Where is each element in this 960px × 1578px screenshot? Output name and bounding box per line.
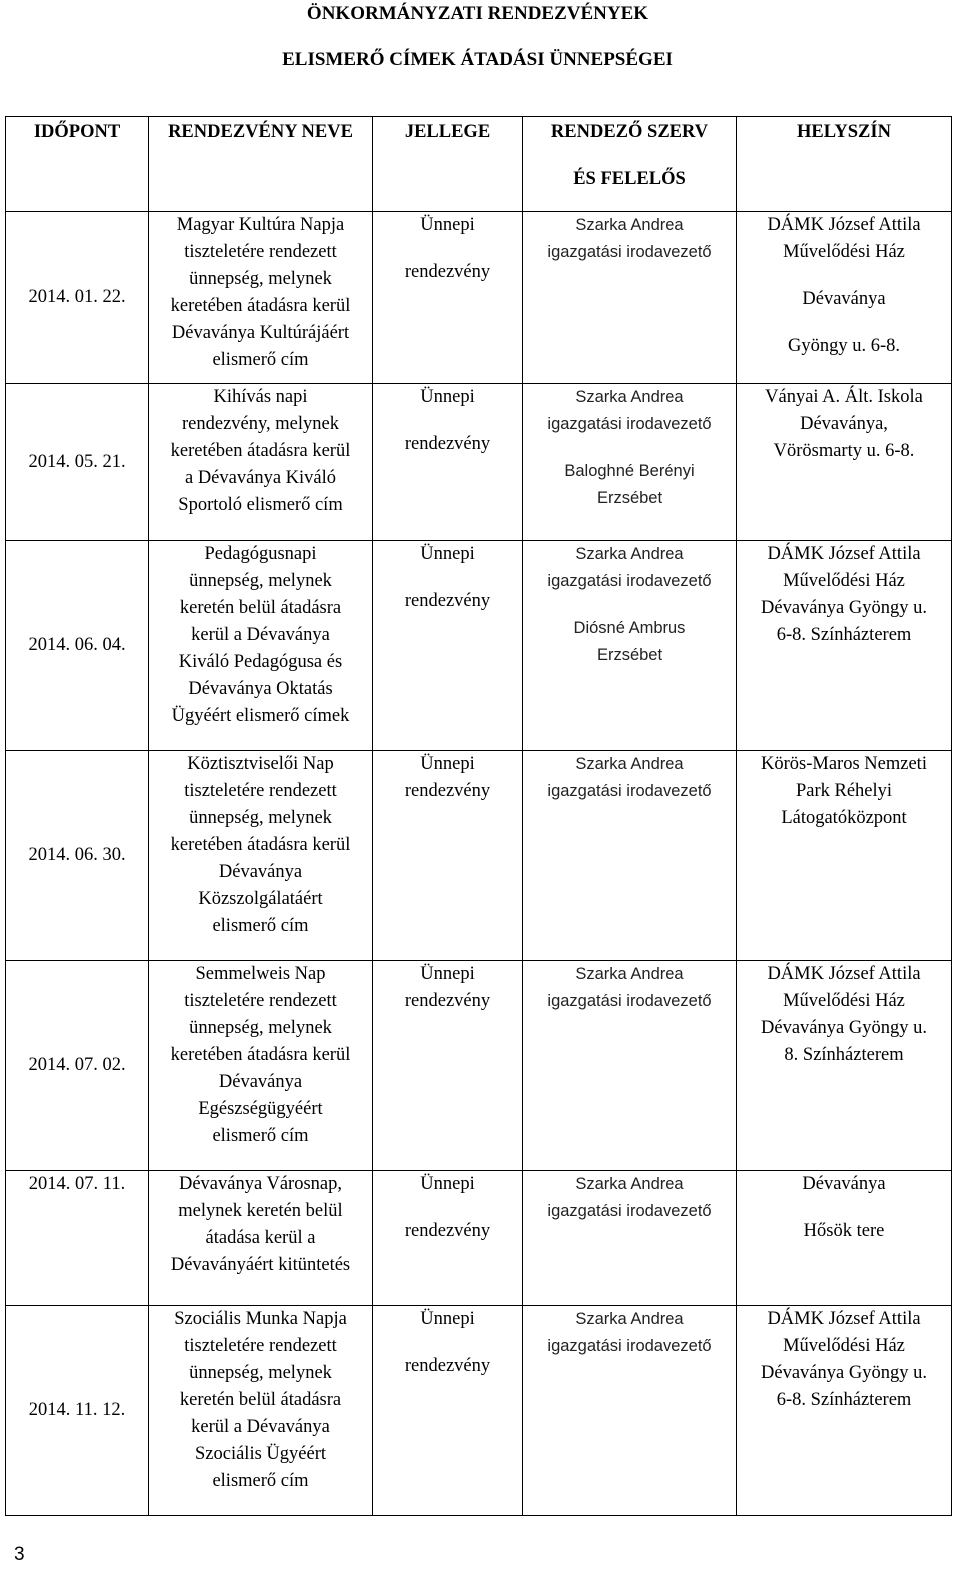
name-line: Dévaványáért kitüntetés (170, 1255, 351, 1275)
place-line: Művelődési Ház (783, 991, 905, 1011)
row-name (149, 384, 373, 541)
row-name (149, 1306, 373, 1516)
header-type: JELLEGE (373, 117, 523, 212)
row-name (149, 212, 373, 384)
name-line: tiszteletére rendezett (184, 242, 337, 262)
type-line: rendezvény (404, 434, 491, 454)
place-line: DÁMK József Attila (767, 1309, 921, 1329)
row-date: 2014. 01. 22. (6, 212, 149, 384)
name-line: tiszteletére rendezett (184, 781, 337, 801)
place-line: Dévaványa Gyöngy u. (761, 1363, 927, 1383)
place-line: 8. Színházterem (784, 1045, 904, 1065)
header-organizer (523, 117, 737, 212)
organizer-line: Erzsébet (596, 489, 663, 507)
place-line: Ványai A. Ált. Iskola (765, 387, 923, 407)
row-date: 2014. 06. 04. (6, 541, 149, 751)
organizer-line: Szarka Andrea (575, 388, 684, 406)
name-line: rendezvény, melynek (181, 414, 339, 434)
place-line: Vörösmarty u. 6-8. (773, 441, 915, 461)
type-line: rendezvény (404, 1221, 491, 1241)
organizer-line: igazgatási irodavezető (547, 1337, 712, 1355)
name-line: keretében átadásra kerül (170, 1045, 351, 1065)
row-place (737, 1306, 952, 1516)
name-line: ünnepség, melynek (189, 1018, 332, 1038)
organizer-line: igazgatási irodavezető (547, 572, 712, 590)
row-organizer (523, 1306, 737, 1516)
name-line: melynek keretén belül (178, 1201, 343, 1221)
row-place (737, 212, 952, 384)
place-line: Dévaványa Gyöngy u. (761, 1018, 927, 1038)
organizer-line: igazgatási irodavezető (547, 1202, 712, 1220)
row-organizer (523, 212, 737, 384)
name-line: keretében átadásra kerül (170, 441, 351, 461)
name-line: ünnepség, melynek (189, 571, 332, 591)
type-line: Ünnepi (420, 964, 475, 984)
name-line: kerül a Dévaványa (191, 1417, 330, 1437)
place-line: DÁMK József Attila (767, 215, 921, 235)
name-line: a Dévaványa Kiváló (184, 468, 337, 488)
place-line: Dévaványa Gyöngy u. (761, 598, 927, 618)
row-name (149, 751, 373, 961)
organizer-line: Szarka Andrea (575, 1175, 684, 1193)
table-row (6, 541, 952, 751)
type-line: rendezvény (404, 591, 491, 611)
place-line: Látogatóközpont (781, 808, 907, 828)
name-line: elismerő cím (212, 916, 309, 936)
name-line: átadása kerül a (205, 1228, 316, 1248)
place-line: Dévaványa (802, 1174, 886, 1194)
type-line: rendezvény (404, 1356, 491, 1376)
place-line: Hősök tere (803, 1221, 885, 1241)
row-type (373, 961, 523, 1171)
document-subtitle: ELISMERŐ CÍMEK ÁTADÁSI ÜNNEPSÉGEI (282, 49, 673, 70)
place-line: Művelődési Ház (783, 571, 905, 591)
row-organizer (523, 961, 737, 1171)
organizer-line: Diósné Ambrus (573, 619, 686, 637)
header-row (6, 117, 952, 212)
page-number: 3 (14, 1544, 25, 1565)
name-line: Dévaványa (218, 862, 303, 882)
header-place: HELYSZÍN (737, 117, 952, 212)
name-line: Dévaványa Városnap, (178, 1174, 342, 1194)
table-row (6, 961, 952, 1171)
row-organizer (523, 384, 737, 541)
name-line: keretén belül átadásra (179, 598, 342, 618)
organizer-line: Szarka Andrea (575, 965, 684, 983)
type-line: rendezvény (404, 262, 491, 282)
organizer-line: Erzsébet (596, 646, 663, 664)
name-line: Kiváló Pedagógusa és (178, 652, 343, 672)
name-line: tiszteletére rendezett (184, 991, 337, 1011)
type-line: Ünnepi (420, 754, 475, 774)
table-row (6, 751, 952, 961)
row-place (737, 1171, 952, 1306)
place-line: Park Réhelyi (795, 781, 893, 801)
row-name (149, 1171, 373, 1306)
place-line: DÁMK József Attila (767, 544, 921, 564)
place-line: Művelődési Ház (783, 1336, 905, 1356)
name-line: ünnepség, melynek (189, 808, 332, 828)
name-line: Dévaványa (218, 1072, 303, 1092)
type-line: Ünnepi (420, 1309, 475, 1329)
row-place (737, 541, 952, 751)
place-line: DÁMK József Attila (767, 964, 921, 984)
organizer-line: igazgatási irodavezető (547, 243, 712, 261)
row-organizer (523, 751, 737, 961)
name-line: Szociális Ügyéért (195, 1444, 326, 1464)
row-date: 2014. 11. 12. (6, 1306, 149, 1516)
name-line: keretén belül átadásra (179, 1390, 342, 1410)
row-date: 2014. 07. 11. (6, 1171, 149, 1306)
table-row (6, 212, 952, 384)
name-line: Szociális Munka Napja (174, 1309, 347, 1329)
place-line: Körös-Maros Nemzeti (761, 754, 927, 774)
name-line: Dévaványa Kultúrájáért (171, 323, 350, 343)
name-line: Pedagógusnapi (204, 544, 317, 564)
name-line: keretében átadásra kerül (170, 835, 351, 855)
row-date: 2014. 05. 21. (6, 384, 149, 541)
organizer-line: Szarka Andrea (575, 1310, 684, 1328)
table-row (6, 1306, 952, 1516)
name-line: Egészségügyéért (198, 1099, 323, 1119)
document-title: ÖNKORMÁNYZATI RENDEZVÉNYEK (306, 3, 649, 24)
name-line: Köztisztviselői Nap (187, 754, 334, 774)
organizer-line: igazgatási irodavezető (547, 415, 712, 433)
row-type (373, 212, 523, 384)
organizer-line: Szarka Andrea (575, 216, 684, 234)
row-name (149, 961, 373, 1171)
table-row (6, 1171, 952, 1306)
name-line: ünnepség, melynek (189, 269, 332, 289)
row-type (373, 384, 523, 541)
organizer-line: Szarka Andrea (575, 545, 684, 563)
name-line: Dévaványa Oktatás (188, 679, 333, 699)
row-date: 2014. 06. 30. (6, 751, 149, 961)
header-organizer-line2: ÉS FELELŐS (573, 169, 686, 189)
row-type (373, 1306, 523, 1516)
type-line: Ünnepi (420, 1174, 475, 1194)
place-line: Dévaványa, (800, 414, 888, 434)
row-type (373, 751, 523, 961)
place-line: 6-8. Színházterem (776, 625, 912, 645)
place-line: Gyöngy u. 6-8. (787, 336, 901, 356)
row-date: 2014. 07. 02. (6, 961, 149, 1171)
type-line: rendezvény (404, 991, 491, 1011)
row-organizer (523, 541, 737, 751)
name-line: elismerő cím (212, 1471, 309, 1491)
name-line: Magyar Kultúra Napja (176, 215, 345, 235)
header-name: RENDEZVÉNY NEVE (149, 117, 373, 212)
place-line: Dévaványa (802, 289, 886, 309)
type-line: Ünnepi (420, 215, 475, 235)
row-place (737, 751, 952, 961)
name-line: elismerő cím (212, 350, 309, 370)
row-type (373, 541, 523, 751)
name-line: elismerő cím (212, 1126, 309, 1146)
type-line: Ünnepi (420, 544, 475, 564)
table-row (6, 384, 952, 541)
place-line: 6-8. Színházterem (776, 1390, 912, 1410)
name-line: Semmelweis Nap (195, 964, 326, 984)
header-date: IDŐPONT (6, 117, 149, 212)
type-line: Ünnepi (420, 387, 475, 407)
header-organizer-line1: RENDEZŐ SZERV (550, 122, 709, 142)
row-type (373, 1171, 523, 1306)
organizer-line: igazgatási irodavezető (547, 992, 712, 1010)
name-line: Sportoló elismerő cím (178, 495, 343, 515)
organizer-line: Szarka Andrea (575, 755, 684, 773)
place-line: Művelődési Ház (783, 242, 905, 262)
row-place (737, 961, 952, 1171)
events-table (5, 116, 952, 1516)
row-organizer (523, 1171, 737, 1306)
type-line: rendezvény (404, 781, 491, 801)
name-line: kerül a Dévaványa (191, 625, 330, 645)
name-line: Kihívás napi (213, 387, 308, 407)
name-line: Ügyéért elismerő címek (171, 706, 350, 726)
name-line: tiszteletére rendezett (184, 1336, 337, 1356)
row-name (149, 541, 373, 751)
name-line: keretében átadásra kerül (170, 296, 351, 316)
name-line: ünnepség, melynek (189, 1363, 332, 1383)
organizer-line: Baloghné Berényi (564, 462, 695, 480)
row-place (737, 384, 952, 541)
organizer-line: igazgatási irodavezető (547, 782, 712, 800)
name-line: Közszolgálatáért (198, 889, 323, 909)
